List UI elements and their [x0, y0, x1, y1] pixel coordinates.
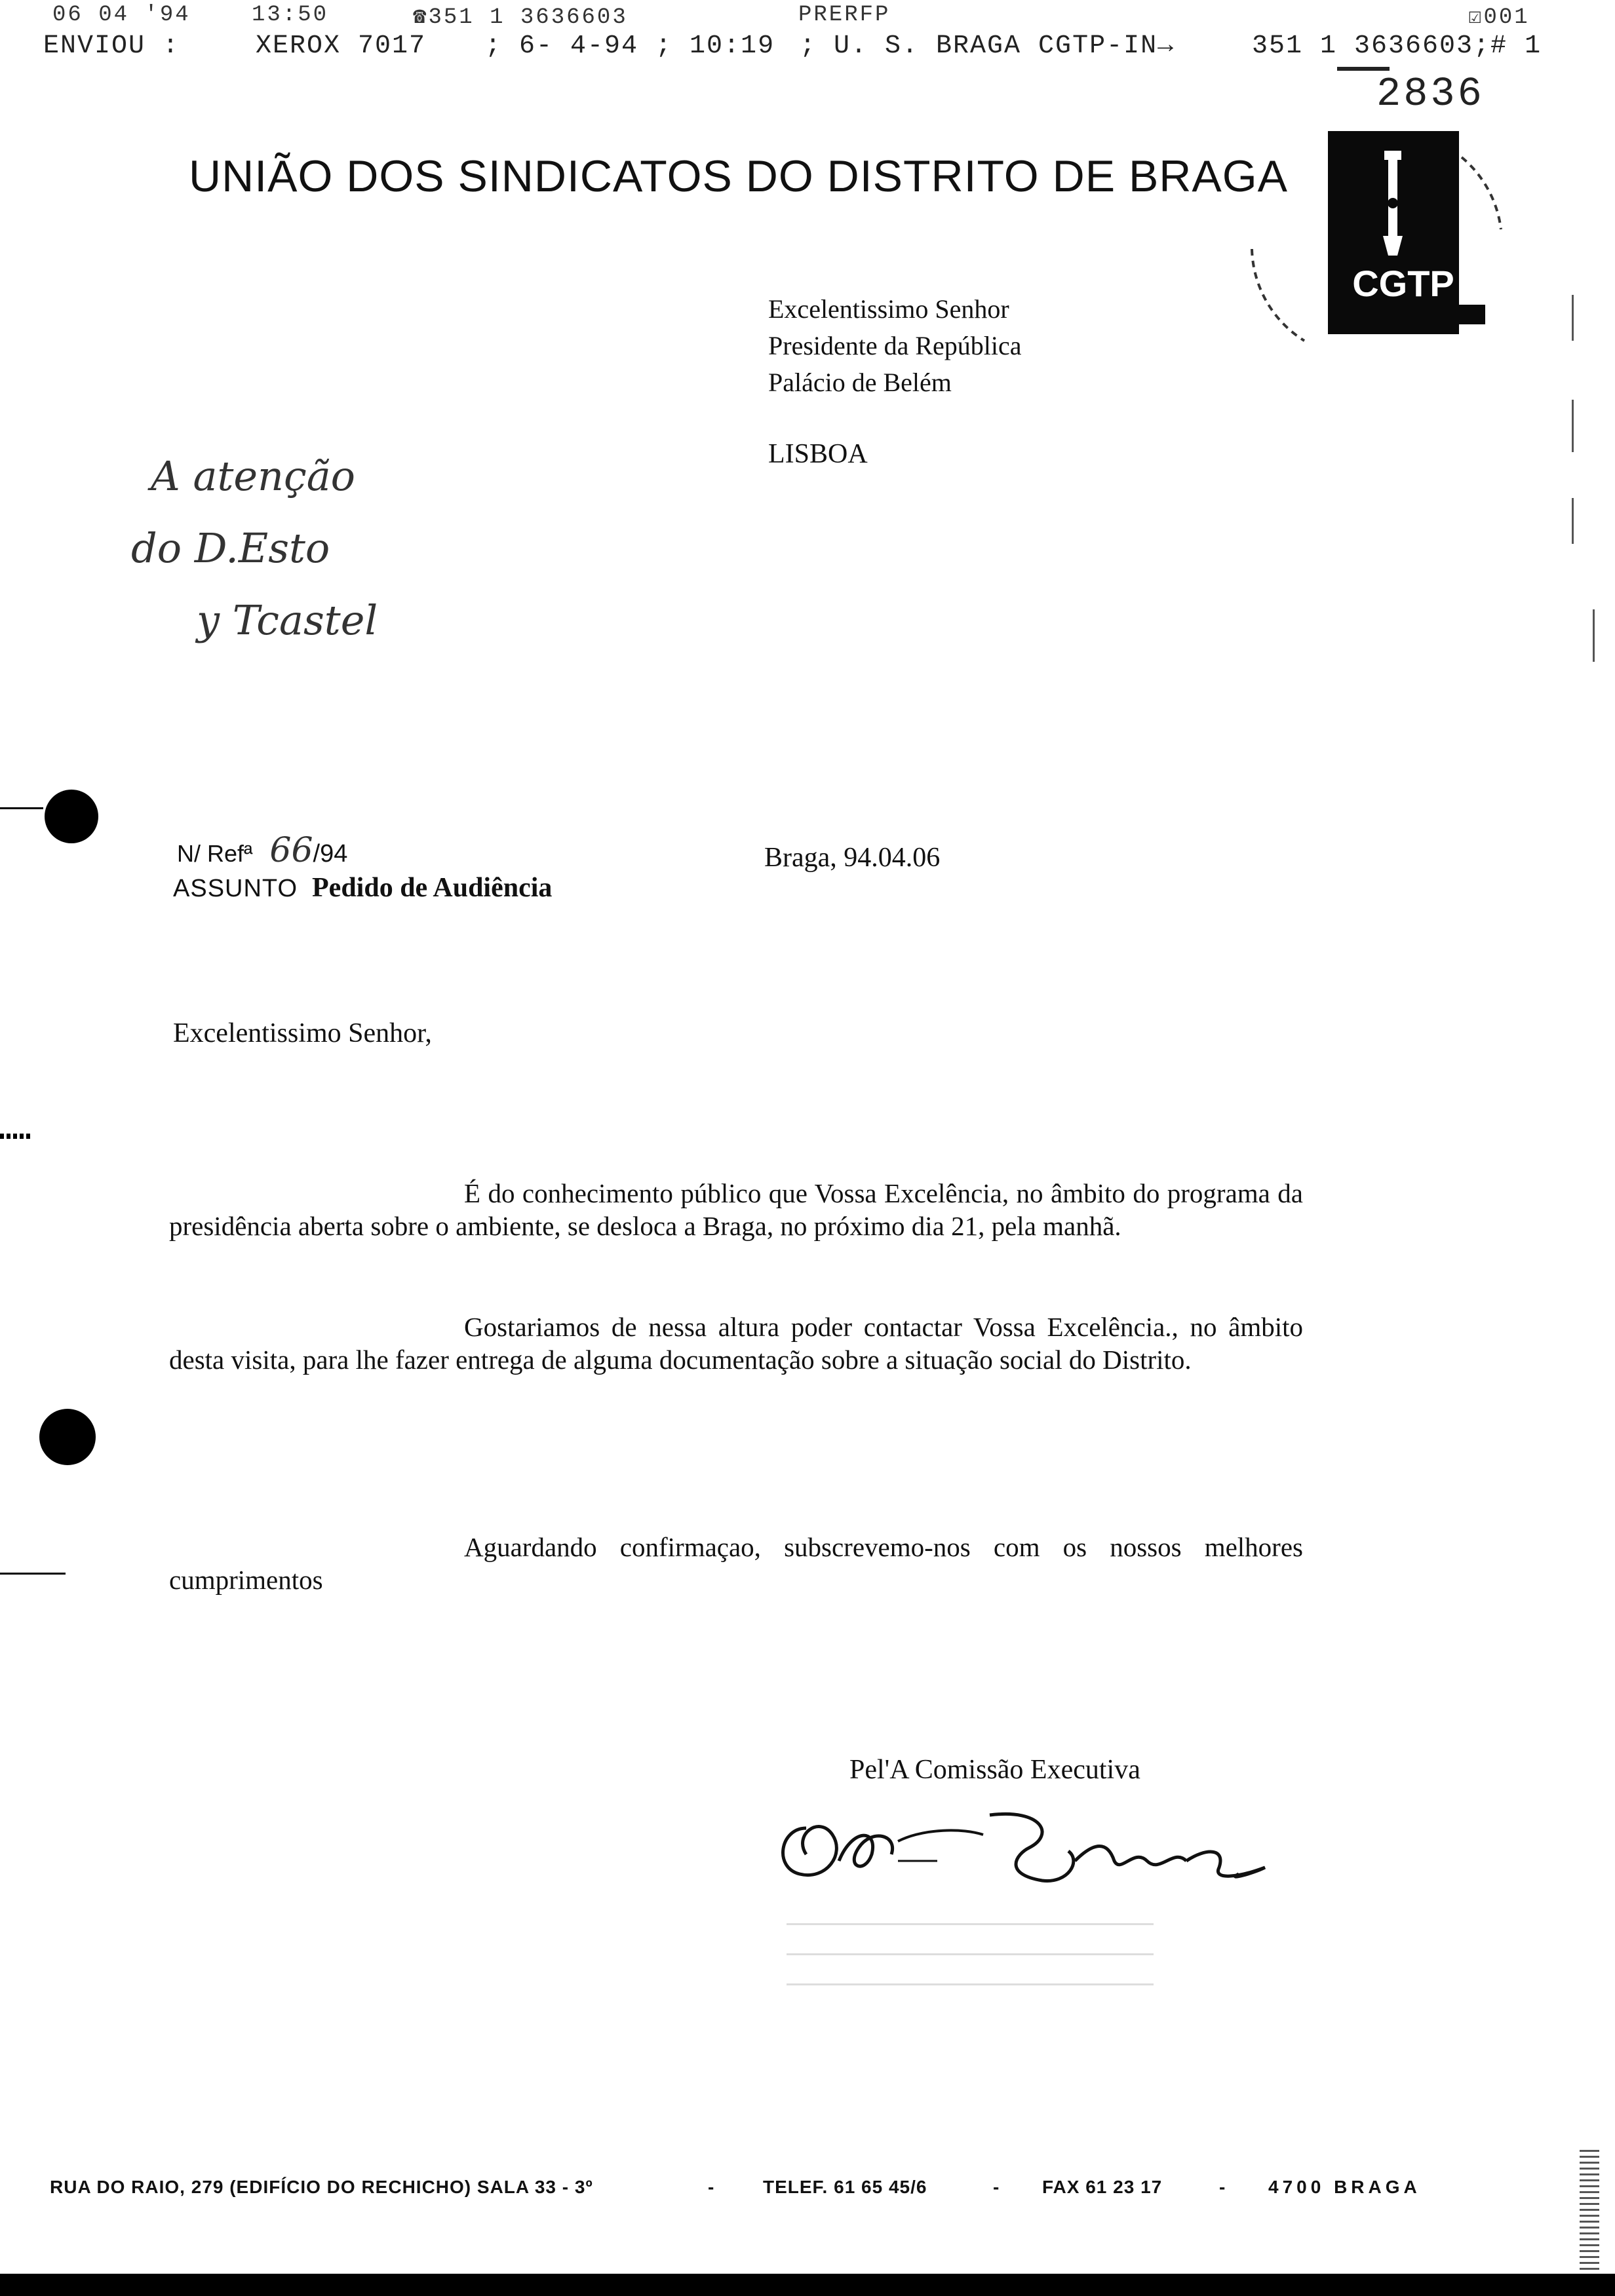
body-paragraph-1: É do conhecimento público que Vossa Excelência, no âmbito do programa da presidência aberta sobre o ambiente, se desloca a Braga, no próximo dia 21, pela manhã. [169, 1178, 1303, 1241]
footer-city: 4700 BRAGA [1268, 2177, 1421, 2197]
recipient-line-1: Excelentissimo Senhor [768, 294, 1009, 324]
right-margin-mark-3 [1572, 498, 1574, 544]
fax-sent-label: ENVIOU : [43, 31, 180, 61]
signature-closing: Pel'A Comissão Executiva [849, 1755, 1140, 1785]
margin-mark-1 [0, 807, 43, 809]
footer-address: RUA DO RAIO, 279 (EDIFÍCIO DO RECHICHO) SALA 33 - 3º [50, 2177, 593, 2197]
fax-datetime: ; 6- 4-94 ; 10:19 [485, 31, 775, 61]
cgtp-logo-text: CGTP [1352, 263, 1454, 304]
salutation: Excelentissimo Senhor, [173, 1018, 432, 1048]
phone-icon: ☎ [413, 5, 429, 30]
signature-graphic [767, 1789, 1278, 1900]
punch-hole-top [45, 790, 98, 843]
subject-value: Pedido de Audiência [312, 873, 553, 903]
stamp-number: 2836 [1376, 71, 1485, 117]
subject-label: ASSUNTO [173, 875, 298, 902]
recipient-city: LISBOA [768, 439, 868, 469]
right-margin-mark-4 [1593, 609, 1595, 662]
handwritten-annotation-line-3: y Tcastel [197, 596, 378, 644]
cgtp-logo [1213, 118, 1527, 393]
reference-label: N/ Refª [177, 840, 253, 867]
signature [767, 1789, 1278, 1900]
recipient-line-2: Presidente da República [768, 331, 1022, 360]
reference-year: /94 [313, 840, 348, 868]
fax-route: ; U. S. BRAGA CGTP-IN→ [800, 31, 1175, 61]
fax-time: 13:50 [252, 3, 329, 28]
right-edge-noise [1580, 2149, 1599, 2293]
fax-number: 351 1 3636603;# 1 [1252, 31, 1542, 61]
handwritten-annotation-line-1: A atenção [151, 452, 355, 500]
faded-stamp [787, 1913, 1154, 1999]
reference-number: 66 [269, 831, 313, 870]
margin-mark-3 [0, 1573, 66, 1575]
checkbox-icon: ☑ [1468, 5, 1484, 30]
fax-sender: PRERFP [798, 3, 891, 28]
footer-separator-1: - [708, 2177, 715, 2197]
footer-separator-3: - [1219, 2177, 1226, 2197]
footer-separator-2: - [993, 2177, 1000, 2197]
bottom-border [0, 2274, 1615, 2296]
right-margin-mark-1 [1572, 295, 1574, 341]
body-paragraph-3: Aguardando confirmaçao, subscrevemo-nos com os nossos melhores cumprimentos [169, 1532, 1303, 1595]
fax-page-indicator [1468, 3, 1530, 30]
fax-page-number: 001 [1483, 5, 1530, 30]
right-margin-mark-2 [1572, 400, 1574, 452]
margin-mark-2 [0, 1134, 31, 1139]
place-date: Braga, 94.04.06 [764, 843, 941, 873]
fax-phone-number: 351 1 3636603 [428, 5, 628, 30]
fax-phone [413, 3, 628, 30]
fax-date: 06 04 '94 [52, 3, 191, 28]
fax-device: XEROX 7017 [256, 31, 427, 61]
organization-name: UNIÃO DOS SINDICATOS DO DISTRITO DE BRAGA [189, 151, 1289, 201]
recipient-line-3: Palácio de Belém [768, 368, 952, 397]
cgtp-logo-graphic [1213, 118, 1527, 393]
reference-line [177, 833, 347, 868]
footer-telephone: TELEF. 61 65 45/6 [763, 2177, 927, 2197]
handwritten-annotation-line-2: do D.Esto [131, 524, 330, 572]
footer-fax: FAX 61 23 17 [1042, 2177, 1163, 2197]
body-paragraph-2: Gostariamos de nessa altura poder contactar Vossa Excelência., no âmbito desta visita, para lhe fazer entrega de alguma documentação sobre a situação social do Distrito. [169, 1312, 1303, 1375]
punch-hole-bottom [39, 1409, 96, 1465]
subject-line [173, 874, 552, 902]
